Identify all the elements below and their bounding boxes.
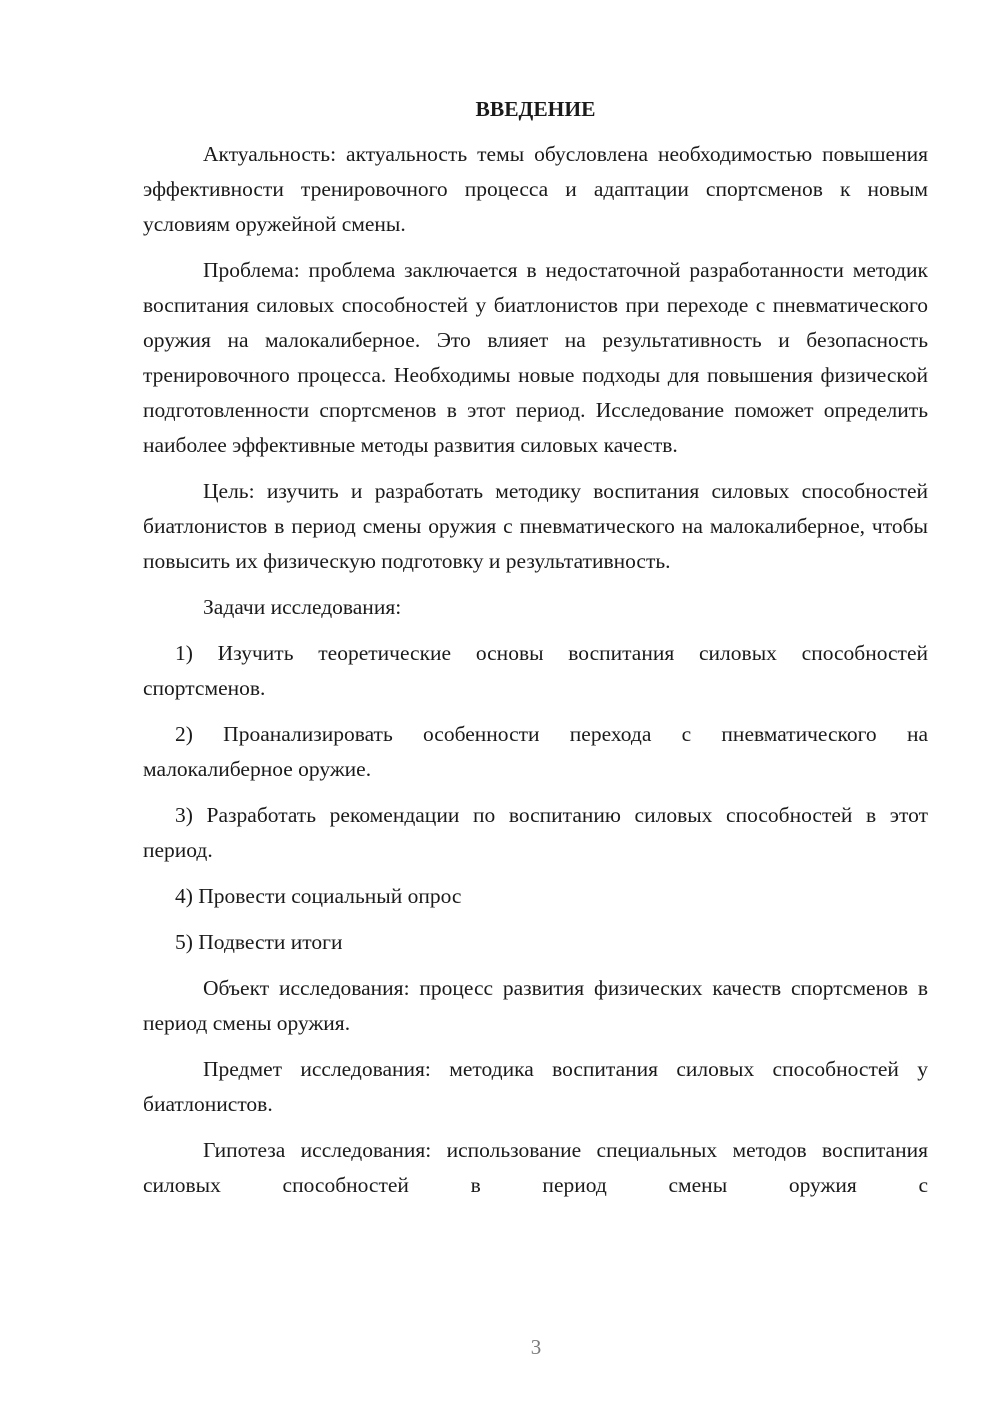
goal-paragraph: Цель: изучить и разработать методику воспитания силовых способностей биатлонистов в период смены оружия с пневматического на малокалиберное, чтобы повысить их физическую подготовку и результативность. bbox=[143, 479, 928, 573]
task-item-4: 4) Провести социальный опрос bbox=[175, 884, 462, 908]
task-item-2: 2) Проанализировать особенности перехода с пневматического на малокалиберное оружие. bbox=[143, 722, 928, 781]
problem-paragraph: Проблема: проблема заключается в недостаточной разработанности методик воспитания силовых способностей у биатлонистов при переходе с пневматического оружия на малокалиберное. Это влияет на результативность и безопасность тренировочного процесса. Необходимы новые подходы для повышения физической подготовленности спортсменов в этот период. Исследование поможет определить наиболее эффективные методы развития силовых качеств. bbox=[143, 258, 928, 457]
hypothesis-paragraph: Гипотеза исследования: использование специальных методов воспитания силовых способностей в период смены оружия с bbox=[143, 1138, 928, 1197]
task-item-3: 3) Разработать рекомендации по воспитанию силовых способностей в этот период. bbox=[143, 803, 928, 862]
task-item-5: 5) Подвести итоги bbox=[175, 930, 343, 954]
relevance-paragraph: Актуальность: актуальность темы обусловлена необходимостью повышения эффективности тренировочного процесса и адаптации спортсменов к новым условиям оружейной смены. bbox=[143, 142, 928, 236]
subject-paragraph: Предмет исследования: методика воспитания силовых способностей у биатлонистов. bbox=[143, 1057, 928, 1116]
tasks-title: Задачи исследования: bbox=[203, 595, 402, 619]
task-item-1: 1) Изучить теоретические основы воспитания силовых способностей спортсменов. bbox=[143, 641, 928, 700]
object-paragraph: Объект исследования: процесс развития физических качеств спортсменов в период смены оружия. bbox=[143, 976, 928, 1035]
section-heading: ВВЕДЕНИЕ bbox=[475, 97, 596, 121]
page-content bbox=[143, 92, 928, 1214]
page-number: 3 bbox=[530, 1335, 542, 1359]
